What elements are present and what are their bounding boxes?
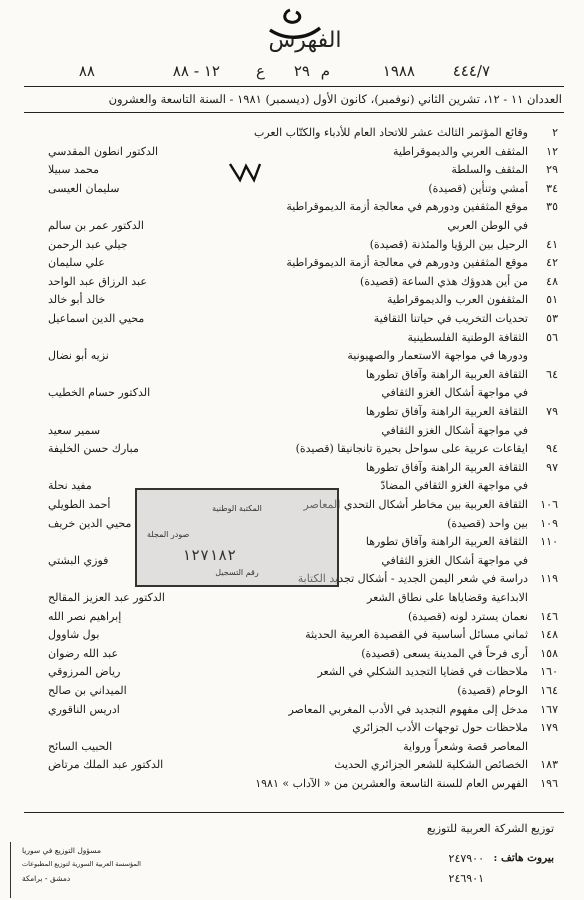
toc-row <box>48 238 558 256</box>
toc-title: المثقفون العرب والديموقراطية <box>386 293 528 307</box>
toc-title: الفهرس العام للسنة التاسعة والعشرين من « الآداب » ١٩٨١ <box>255 777 528 790</box>
footer-rule <box>24 812 564 813</box>
handwritten-number: ع <box>256 62 265 80</box>
toc-author: جيلي عبد الرحمن <box>48 237 128 251</box>
toc-page-number: ٢٩ <box>546 163 558 177</box>
issue-header: العددان ١١ - ١٢، تشرين الثاني (نوفمبر)، كانون الأول (ديسمبر) ١٩٨١ - السنة التاسعة والعشرون <box>108 92 562 106</box>
toc-author: بول شاوول <box>48 628 100 642</box>
toc-page-number: ٥٦ <box>546 330 558 344</box>
toc-title: في مواجهة الغزو الثقافي المضادّ <box>380 479 528 493</box>
toc-author: سليمان العيسى <box>48 181 120 195</box>
toc-title: أمشي وتنأين (قصيدة) <box>428 181 528 195</box>
toc-row <box>48 610 558 628</box>
pen-scribble <box>224 160 264 186</box>
toc-title: ملاحظات حول توجهات الأدب الجزائري <box>352 721 528 735</box>
stamp-line: المكتبة الوطنية <box>212 504 262 513</box>
toc-page-number: ٧٩ <box>546 405 558 418</box>
handwritten-number: ٤٤٤/٧ <box>452 62 490 80</box>
toc-page-number: ٥١ <box>546 293 558 307</box>
toc-page-number: ١٠٦ <box>540 498 558 511</box>
toc-author: علي سليمان <box>48 256 105 270</box>
toc-author: عبد الرزاق عبد الواحد <box>48 274 147 288</box>
syria-distributor-line: دمشق - برامكة <box>22 874 71 883</box>
toc-author: ادريس الناقوري <box>48 702 120 716</box>
toc-title: الخصائص الشكلية للشعر الجزائري الحديث <box>334 758 528 772</box>
toc-row <box>48 219 558 237</box>
toc-author: إبراهيم نصر الله <box>48 609 122 623</box>
toc-title: بين واحد (قصيدة) <box>447 516 528 530</box>
toc-page-number: ٤٨ <box>546 274 558 288</box>
toc-page-number: ١٧٩ <box>540 721 558 735</box>
toc-page-number: ١٨٣ <box>540 758 558 772</box>
phone-label: بيروت هاتف : <box>493 852 554 864</box>
toc-page-number: ٥٣ <box>546 312 558 325</box>
toc-page-number: ١٦٤ <box>540 684 558 697</box>
toc-row <box>48 647 558 665</box>
library-stamp <box>135 488 339 587</box>
toc-row <box>48 182 558 200</box>
toc-author: محمد سبيلا <box>48 163 100 177</box>
toc-title: أرى فرحاً في المدينة يسعى (قصيدة) <box>361 646 528 660</box>
toc-author: الدكتور عبد الملك مرتاض <box>48 758 164 772</box>
toc-title: تحديات التخريب في حياتنا الثقافية <box>373 312 528 325</box>
toc-author: الدكتور عبد العزيز المقالح <box>48 591 165 604</box>
syria-distributor-line: مسؤول التوزيع في سوريا <box>22 846 102 855</box>
stamp-line: صودر المجلة <box>147 530 190 539</box>
toc-title: الابداعية وقضاياها على نطاق الشعر <box>367 591 528 604</box>
stamp-number: ١٢٧١٨٢ <box>182 546 237 564</box>
distributor-title: توزيع الشركة العربية للتوزيع <box>426 822 554 835</box>
toc-page-number: ١١٩ <box>540 572 558 586</box>
toc-title: ايقاعات عربية على سواحل بحيرة تانجانيقا (قصيدة) <box>295 442 528 456</box>
toc-title: الثقافة العربية بين مخاطر أشكال التحدي المعاصر <box>303 498 528 511</box>
toc-row <box>48 665 558 683</box>
toc-row <box>48 368 558 386</box>
toc-title: موقع المثقفين ودورهم في معالجة أزمة الديموقراطية <box>286 200 528 214</box>
toc-row <box>48 424 558 442</box>
handwritten-title: الفهرس <box>268 28 342 53</box>
toc-row <box>48 386 558 404</box>
toc-author: سمير سعيد <box>48 423 101 437</box>
toc-title: دراسة في شعر اليمن الجديد - أشكال تجديد الكتابة <box>297 572 528 586</box>
toc-page-number: ١٦٧ <box>540 702 558 716</box>
toc-author: عبد الله رضوان <box>48 646 119 660</box>
toc-author: الدكتور انطون المقدسي <box>48 144 159 158</box>
toc-title: المثقف العربي والديموقراطية <box>393 144 528 158</box>
toc-row <box>48 145 558 163</box>
toc-row <box>48 331 558 349</box>
toc-page-number: ١٩٦ <box>540 777 558 790</box>
toc-author: فوزي البشتي <box>48 553 109 567</box>
phone-number: ٢٤٦٩٠١ <box>448 872 484 885</box>
toc-row <box>48 275 558 293</box>
toc-title: موقع المثقفين ودورهم في معالجة أزمة الديموقراطية <box>286 256 528 270</box>
toc-author: الميداني بن صالح <box>48 684 127 697</box>
toc-page-number: ١٠٩ <box>540 516 558 530</box>
toc-row <box>48 126 558 144</box>
toc-row <box>48 740 558 758</box>
toc-row <box>48 349 558 367</box>
toc-row <box>48 777 558 795</box>
toc-title: الثقافة الوطنية الفلسطينية <box>407 330 528 344</box>
phone-number: ٢٤٧٩٠٠ <box>448 852 484 865</box>
toc-author: نزيه أبو نضال <box>48 349 109 363</box>
toc-title: الثقافة العربية الراهنة وآفاق تطورها <box>365 367 528 381</box>
toc-title: الثقافة العربية الراهنة وآفاق تطورها <box>365 460 528 474</box>
toc-title: الوحام (قصيدة) <box>457 684 528 697</box>
toc-author: خالد أبو خالد <box>48 293 106 307</box>
toc-page-number: ٣٥ <box>546 200 558 214</box>
stamp-line: رقم التسجيل <box>215 568 259 577</box>
toc-title: ودورها في مواجهة الاستعمار والصهيونية <box>347 349 528 363</box>
toc-page-number: ١١٠ <box>540 535 558 549</box>
toc-page-number: ٤١ <box>546 237 558 251</box>
handwritten-number: ٨٨ <box>78 62 95 80</box>
toc-title: في مواجهة أشكال الغزو الثقافي <box>381 423 528 437</box>
toc-author: محيي الدين خريف <box>48 516 132 530</box>
toc-title: الثقافة العربية الراهنة وآفاق تطورها <box>365 405 528 418</box>
toc-author: رياض المرزوقي <box>48 665 121 679</box>
syria-distributor-line: المؤسسة العربية السورية لتوزيع المطبوعات <box>22 860 141 868</box>
toc-title: في الوطن العربي <box>447 219 528 232</box>
toc-page-number: ٣٤ <box>546 181 558 195</box>
handwritten-number: ١٩٨٨ <box>382 62 415 80</box>
toc-title: في مواجهة أشكال الغزو الثقافي <box>381 386 528 400</box>
toc-page-number: ٩٤ <box>546 442 558 456</box>
toc-row <box>48 163 558 181</box>
toc-title: مدخل إلى مفهوم التجديد في الأدب المغربي المعاصر <box>288 702 528 716</box>
footer-bracket <box>10 842 19 898</box>
toc-row <box>48 721 558 739</box>
header-rule <box>24 112 564 113</box>
toc-title: من أين هدوؤك هذي الساعة (قصيدة) <box>360 274 528 288</box>
top-rule <box>24 86 564 87</box>
toc-title: المعاصر قصة وشعراً ورواية <box>403 739 528 753</box>
handwritten-number: ٢٩ <box>293 62 310 80</box>
toc-author: الحبيب السائح <box>48 739 113 753</box>
toc-row <box>48 703 558 721</box>
toc-author: الدكتور عمر بن سالم <box>48 219 144 232</box>
toc-page-number: ٦٤ <box>546 367 558 381</box>
toc-title: الثقافة العربية الراهنة وآفاق تطورها <box>365 535 528 549</box>
toc-row <box>48 591 558 609</box>
toc-row <box>48 200 558 218</box>
toc-page-number: ١٢ <box>546 144 558 158</box>
toc-page-number: ٤٢ <box>546 256 558 270</box>
toc-page-number: ٢ <box>552 126 558 139</box>
toc-row <box>48 442 558 460</box>
toc-row <box>48 628 558 646</box>
toc-row <box>48 405 558 423</box>
toc-row <box>48 256 558 274</box>
toc-title: ثماني مسائل أساسية في القصيدة العربية الحديثة <box>305 628 528 642</box>
toc-row <box>48 758 558 776</box>
toc-page-number: ١٥٨ <box>540 646 558 660</box>
toc-title: وقائع المؤتمر الثالث عشر للاتحاد العام للأدباء والكتّاب العرب <box>254 126 528 139</box>
toc-author: مفيد نحلة <box>48 479 92 493</box>
toc-page-number: ١٤٨ <box>540 628 558 642</box>
toc-title: في مواجهة أشكال الغزو الثقافي <box>381 553 528 567</box>
toc-author: أحمد الطويلي <box>48 498 111 511</box>
handwritten-number: ١٢ - ٨٨ <box>172 62 220 80</box>
toc-page-number: ١٤٦ <box>540 609 558 623</box>
toc-author: مبارك حسن الخليفة <box>48 442 139 456</box>
handwritten-numbers <box>70 62 490 82</box>
toc-title: المثقف والسلطة <box>451 163 528 177</box>
toc-page-number: ١٦٠ <box>540 665 558 679</box>
toc-author: الدكتور حسام الخطيب <box>48 386 151 400</box>
toc-row <box>48 684 558 702</box>
toc-title: نعمان يسترد لونه (قصيدة) <box>407 609 528 623</box>
toc-row <box>48 293 558 311</box>
toc-row <box>48 461 558 479</box>
toc-row <box>48 312 558 330</box>
toc-title: الرحيل بين الرؤيا والمئذنة (قصيدة) <box>369 237 528 251</box>
toc-author: محيي الدين اسماعيل <box>48 312 145 325</box>
handwritten-number: م <box>320 62 330 80</box>
toc-title: ملاحظات في قضايا التجديد الشكلي في الشعر <box>317 665 528 679</box>
toc-page-number: ٩٧ <box>546 460 558 474</box>
